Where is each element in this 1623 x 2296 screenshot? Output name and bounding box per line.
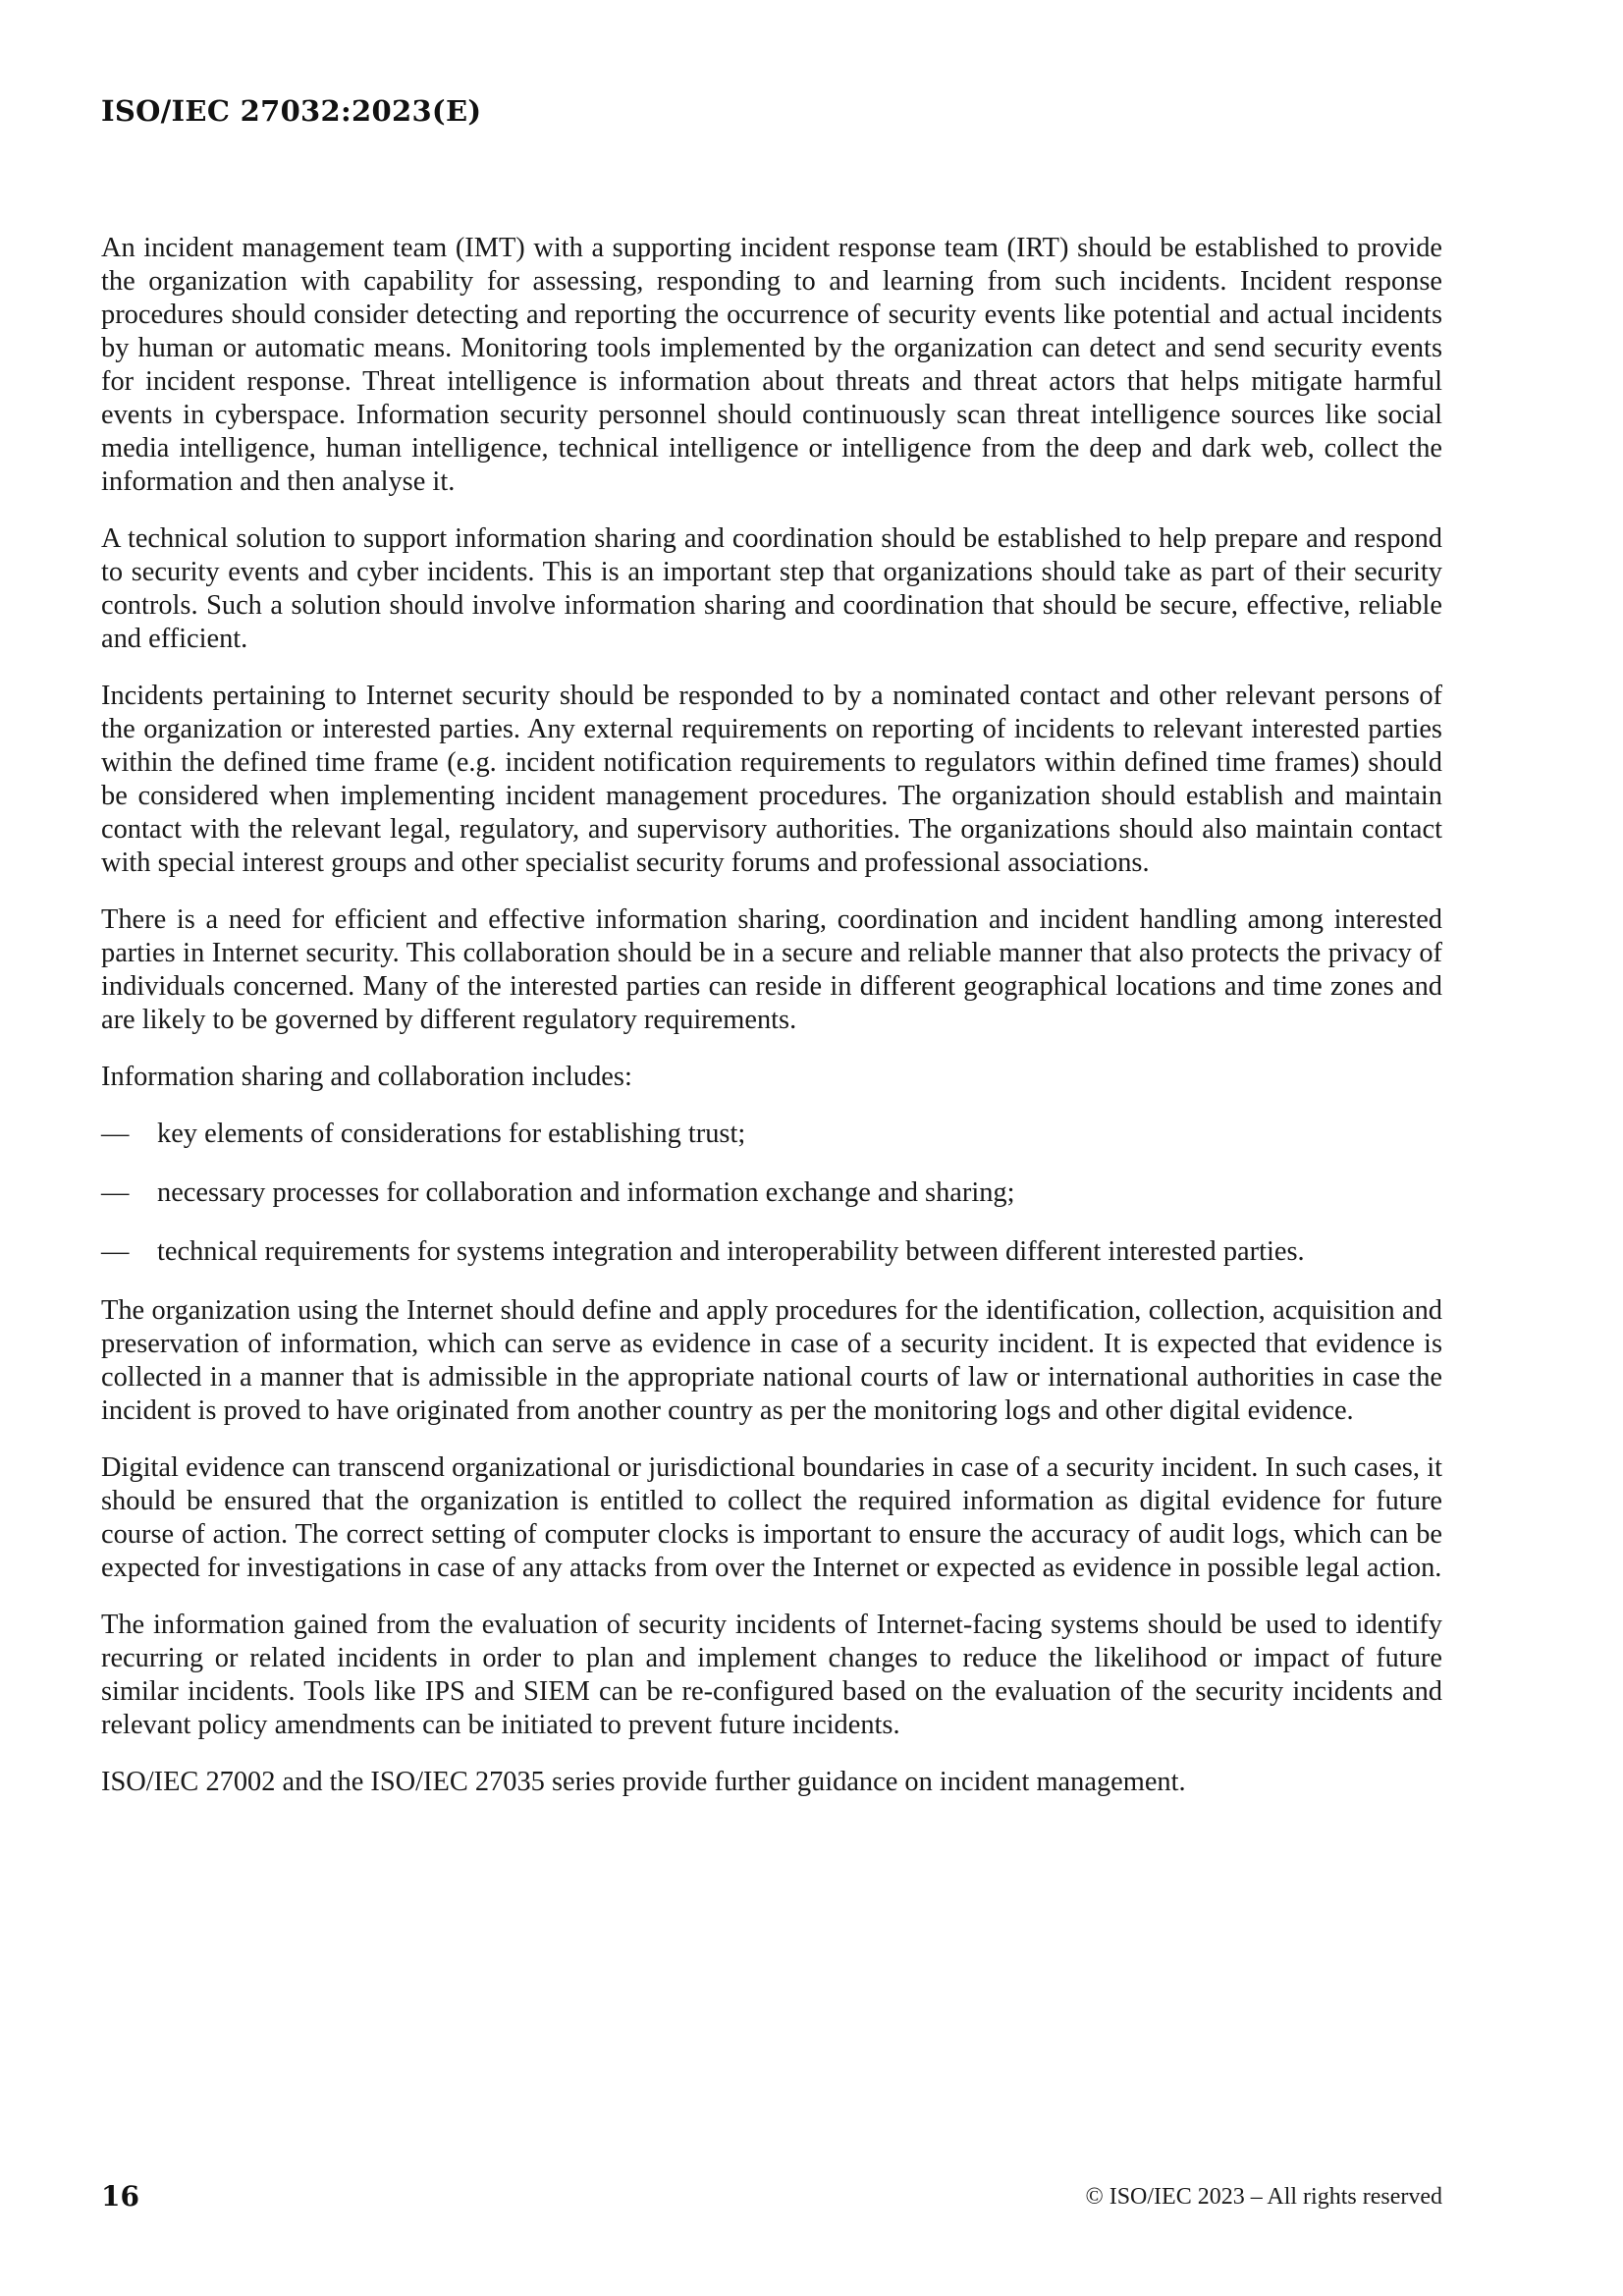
list-item-text: technical requirements for systems integration and interoperability between different interested parties. — [157, 1236, 1305, 1267]
list-item — [101, 1235, 1442, 1269]
list-item-text: key elements of considerations for establishing trust; — [157, 1119, 746, 1149]
collaboration-list — [101, 1118, 1442, 1269]
paragraph-further-guidance: ISO/IEC 27002 and the ISO/IEC 27035 series provide further guidance on incident management. — [101, 1767, 1186, 1797]
paragraph-information-sharing-need: There is a need for efficient and effective information sharing, coordination and incident handling among interested parties in Internet security. This collaboration should be in a secure and reliable manner that also protects the privacy of individuals concerned. Many of the interested parties can reside in different geographical locations and time zones and are likely to be governed by different regulatory requirements. — [101, 904, 1442, 1035]
document-footer — [101, 2180, 1442, 2219]
paragraph-digital-evidence: Digital evidence can transcend organizational or jurisdictional boundaries in case of a security incident. In such cases, it should be ensured that the organization is entitled to collect the required information as digital evidence for future course of action. The correct setting of computer clocks is important to ensure the accuracy of audit logs, which can be expected for investigations in case of any attacks from over the Internet or expected as evidence in possible legal action. — [101, 1452, 1442, 1583]
dash-bullet: — — [101, 1119, 130, 1149]
list-item — [101, 1176, 1442, 1210]
list-item-text: necessary processes for collaboration and information exchange and sharing; — [157, 1177, 1015, 1208]
paragraph-technical-solution: A technical solution to support information sharing and coordination should be established to help prepare and respond to security events and cyber incidents. This is an important step that organizations should take as part of their security controls. Such a solution should involve information sharing and coordination that should be secure, effective, reliable and efficient. — [101, 523, 1442, 654]
paragraph-incident-management-team: An incident management team (IMT) with a supporting incident response team (IRT) should be established to provide the organization with capability for assessing, responding to and learning from such incidents. Incident response procedures should consider detecting and reporting the occurrence of security events like potential and actual incidents by human or automatic means. Monitoring tools implemented by the organization can detect and send security events for incident response. Threat intelligence is information about threats and threat actors that helps mitigate harmful events in cyberspace. Information security personnel should continuously scan threat intelligence sources like social media intelligence, human intelligence, technical intelligence or intelligence from the deep and dark web, collect the information and then analyse it. — [101, 233, 1442, 497]
list-item — [101, 1118, 1442, 1151]
copyright-notice: © ISO/IEC 2023 – All rights reserved — [1085, 2184, 1442, 2210]
paragraph-lessons-learned: The information gained from the evaluation of security incidents of Internet-facing systems should be used to identify recurring or related incidents in order to plan and implement changes to reduce the likelihood or impact of future similar incidents. Tools like IPS and SIEM can be re-configured based on the evaluation of the security incidents and relevant policy amendments can be initiated to prevent future incidents. — [101, 1610, 1442, 1740]
dash-bullet: — — [101, 1177, 130, 1208]
paragraph-evidence-procedures: The organization using the Internet should define and apply procedures for the identification, collection, acquisition and preservation of information, which can serve as evidence in case of a security incident. It is expected that evidence is collected in a manner that is admissible in the appropriate national courts of law or international authorities in case the incident is proved to have originated from another country as per the monitoring logs and other digital evidence. — [101, 1295, 1442, 1426]
paragraph-internet-security-incidents: Incidents pertaining to Internet security should be responded to by a nominated contact and other relevant persons of the organization or interested parties. Any external requirements on reporting of incidents to relevant interested parties within the defined time frame (e.g. incident notification requirements to regulators within defined time frames) should be considered when implementing incident management procedures. The organization should establish and maintain contact with the relevant legal, regulatory, and supervisory authorities. The organizations should also maintain contact with special interest groups and other specialist security forums and professional associations. — [101, 681, 1442, 878]
dash-bullet: — — [101, 1236, 130, 1267]
document-body — [101, 232, 1442, 1823]
paragraph-list-intro: Information sharing and collaboration includes: — [101, 1062, 632, 1092]
page-number: 16 — [101, 2180, 139, 2213]
document-header: ISO/IEC 27032:2023(E) — [101, 94, 482, 128]
